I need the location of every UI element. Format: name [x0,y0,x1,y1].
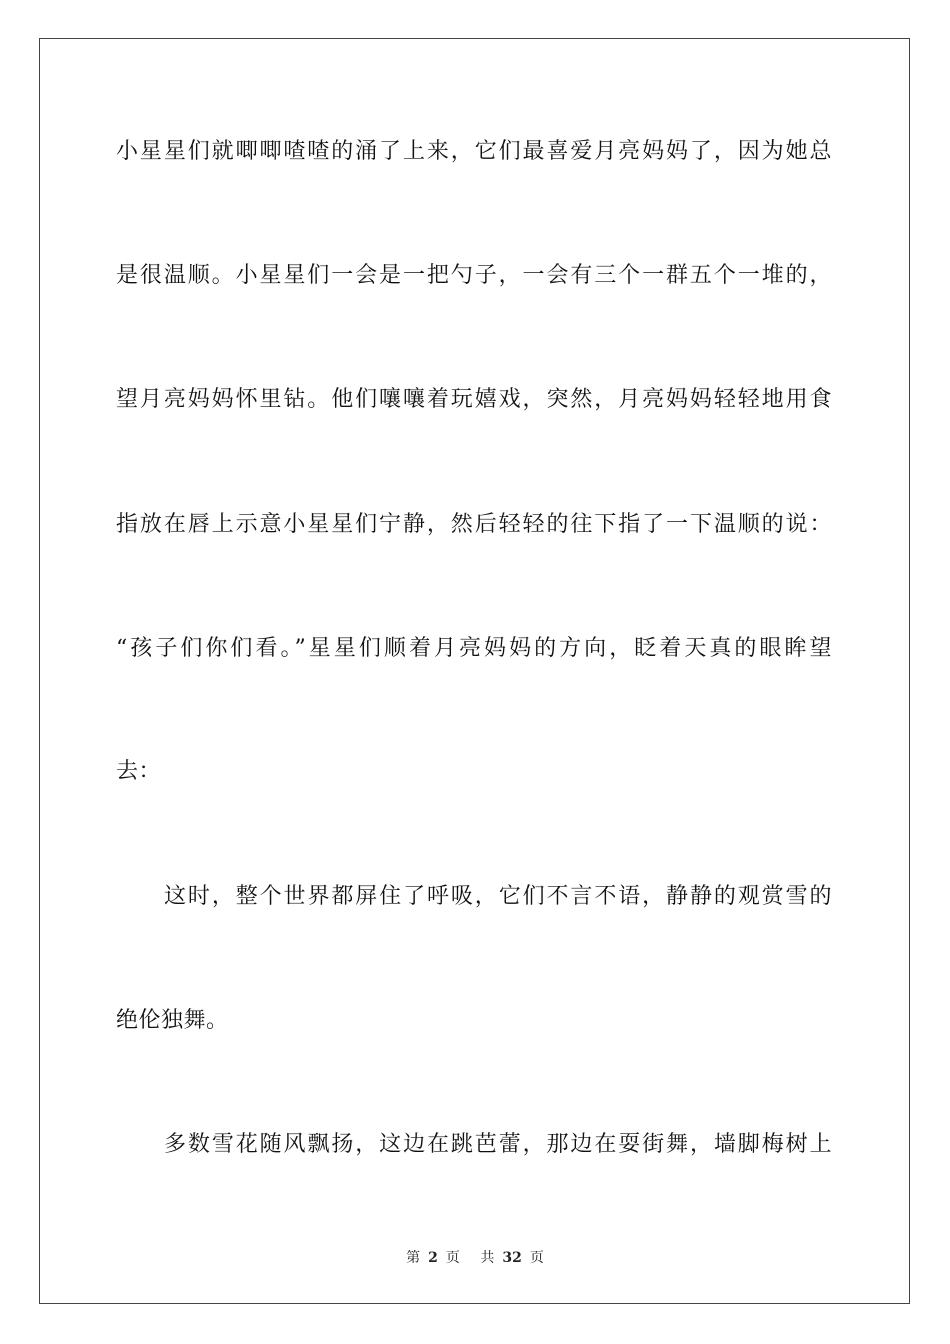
paragraph-line-4: 指放在唇上示意小星星们宁静，然后轻轻的往下指了一下温顺的说： [116,512,832,537]
paragraph-3-line-1: 多数雪花随风飘扬，这边在跳芭蕾，那边在耍街舞，墙脚梅树上 [164,1132,832,1157]
total-suffix: 页 [529,1250,544,1266]
page-suffix: 页 [445,1250,460,1266]
page-border [39,38,910,1304]
page-indicator [402,1250,464,1266]
total-prefix: 共 [480,1250,495,1266]
page-footer [0,1249,950,1267]
paragraph-line-6: 去： [116,759,162,784]
paragraph-2-line-2: 绝伦独舞。 [116,1008,229,1033]
paragraph-line-3: 望月亮妈妈怀里钻。他们嚷嚷着玩嬉戏，突然，月亮妈妈轻轻地用食 [116,387,832,412]
total-pages-number: 32 [502,1250,522,1266]
paragraph-line-5: “孩子们你们看。”星星们顺着月亮妈妈的方向，眨着天真的眼眸望 [116,636,832,661]
paragraph-line-1: 小星星们就唧唧喳喳的涌了上来，它们最喜爱月亮妈妈了，因为她总 [116,139,832,164]
page-prefix: 第 [406,1250,421,1266]
page-number: 2 [428,1250,438,1266]
paragraph-line-2: 是很温顺。小星星们一会是一把勺子，一会有三个一群五个一堆的， [116,263,832,288]
total-pages-indicator [476,1250,547,1266]
paragraph-2-line-1: 这时，整个世界都屏住了呼吸，它们不言不语，静静的观赏雪的 [164,884,832,909]
